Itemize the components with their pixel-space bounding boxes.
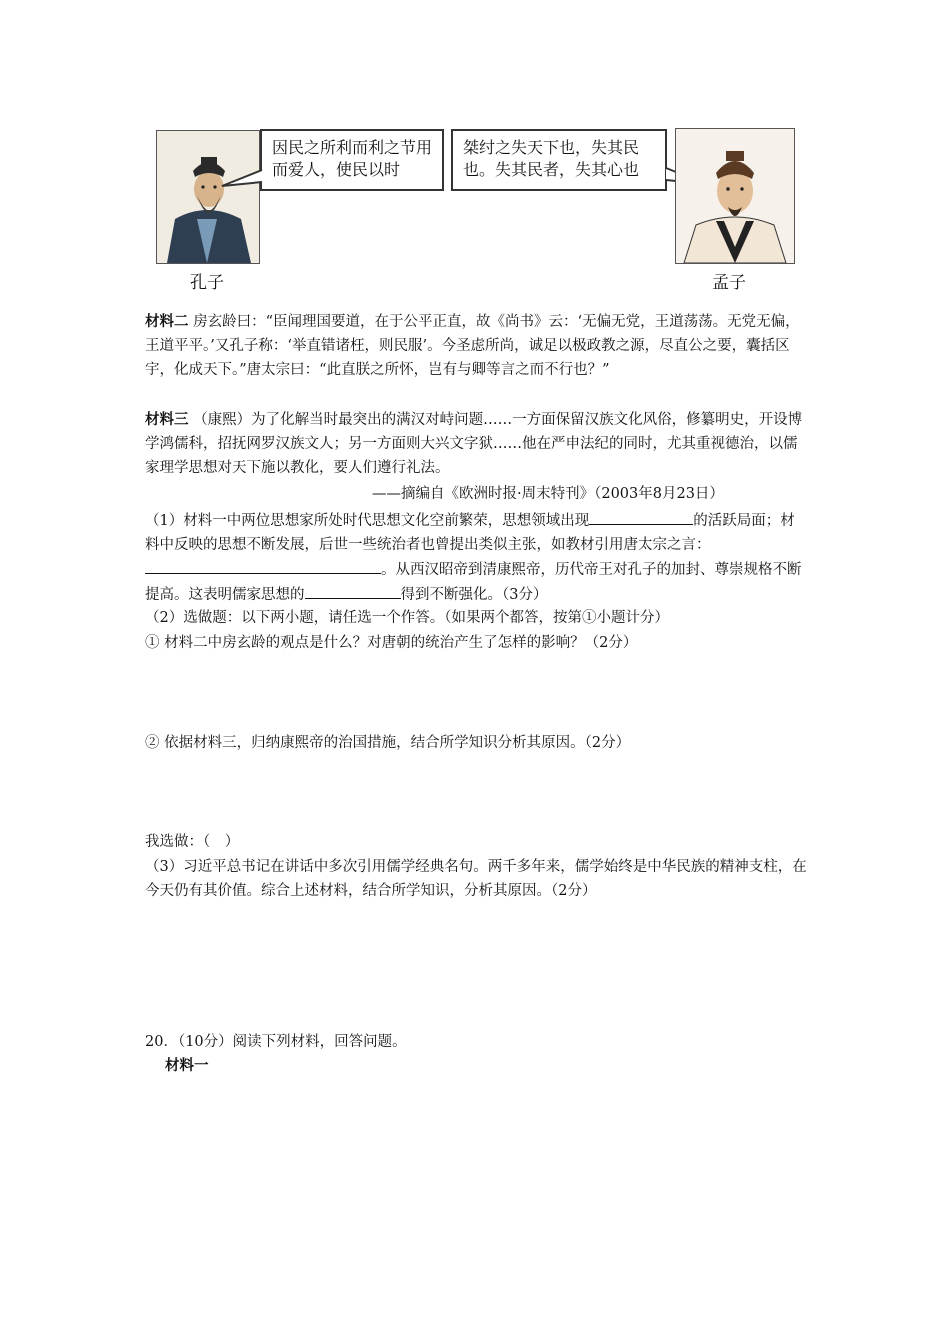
question-one-part-b: 的活跃局面；材料中反映的思想不断发展，后世一些统治者也曾提出类似主张，如教材引用唐太宗之言：	[145, 513, 795, 553]
question-one-part-a: （1）材料一中两位思想家所处时代思想文化空前繁荣，思想领域出现	[145, 513, 590, 529]
material-three-label: 材料三	[145, 411, 189, 428]
material-two-label: 材料二	[145, 313, 189, 330]
mencius-speech-bubble	[451, 129, 667, 191]
mencius-illustration	[676, 129, 794, 263]
question-two-option-one: ① 材料二中房玄龄的观点是什么？对唐朝的统治产生了怎样的影响？（2分）	[145, 635, 638, 651]
question-one-part-d: 得到不断强化。（3分）	[400, 587, 548, 603]
question-one	[145, 508, 809, 607]
question-two-option-two: ② 依据材料三，归纳康熙帝的治国措施，结合所学知识分析其原因。（2分）	[145, 735, 631, 751]
question-two-intro: （2）选做题：以下两小题，请任选一个作答。（如果两个都答，按第①小题计分）	[145, 610, 669, 626]
confucius-illustration	[157, 131, 259, 263]
mencius-portrait	[675, 128, 795, 264]
material-two	[145, 310, 809, 382]
material-three	[145, 408, 809, 480]
left-bubble-tail	[220, 168, 264, 192]
question-twenty: 20．（10分）阅读下列材料，回答问题。	[145, 1034, 407, 1050]
mencius-quote: 桀纣之失天下也，失其民也。失其民者，失其心也	[463, 138, 640, 179]
question-two-choice: 我选做：（ ）	[145, 834, 240, 850]
material-two-text: 房玄龄曰：“臣闻理国要道，在于公平正直，故《尚书》云：‘无偏无党，王道荡荡。无党无偏，王道平平。’又孔子称：‘举直错诸枉，则民服’。今圣虑所尚，诚足以极政教之源，尽直公之要，囊括区宇，化成天下。”唐太宗曰：“此直朕之所怀，岂有与卿等言之而不行也？”	[145, 314, 800, 378]
question-three: （3）习近平总书记在讲话中多次引用儒学经典名句。两千多年来，儒学始终是中华民族的精神支柱，在今天仍有其价值。综合上述材料，结合所学知识，分析其原因。（2分）	[145, 859, 807, 899]
answer-blank-1[interactable]	[589, 508, 693, 525]
material-three-source: ——摘编自《欧洲时报·周末特刊》（2003年8月23日）	[372, 486, 724, 502]
material-three-text: （康熙）为了化解当时最突出的满汉对峙问题……一方面保留汉族文化风俗，修纂明史，开设博学鸿儒科，招抚网罗汉族文人；另一方面则大兴文字狱……他在严申法纪的同时，尤其重视德治，以儒家理学思想对天下施以教化，要人们遵行礼法。	[145, 412, 803, 476]
question-one-part-c: 。从西汉昭帝到清康熙帝，历代帝王对孔子的加封、尊崇规格不断提高。这表明儒家思想的	[145, 562, 802, 603]
confucius-speech-bubble	[260, 129, 444, 191]
question-twenty-material-one: 材料一	[165, 1057, 209, 1074]
answer-blank-3[interactable]	[305, 582, 401, 599]
answer-blank-2[interactable]	[145, 557, 381, 574]
confucius-quote: 因民之所利而利之节用而爱人，使民以时	[272, 138, 433, 179]
mencius-caption: 孟子	[712, 273, 746, 293]
confucius-caption: 孔子	[190, 273, 224, 293]
confucius-portrait	[156, 130, 260, 264]
